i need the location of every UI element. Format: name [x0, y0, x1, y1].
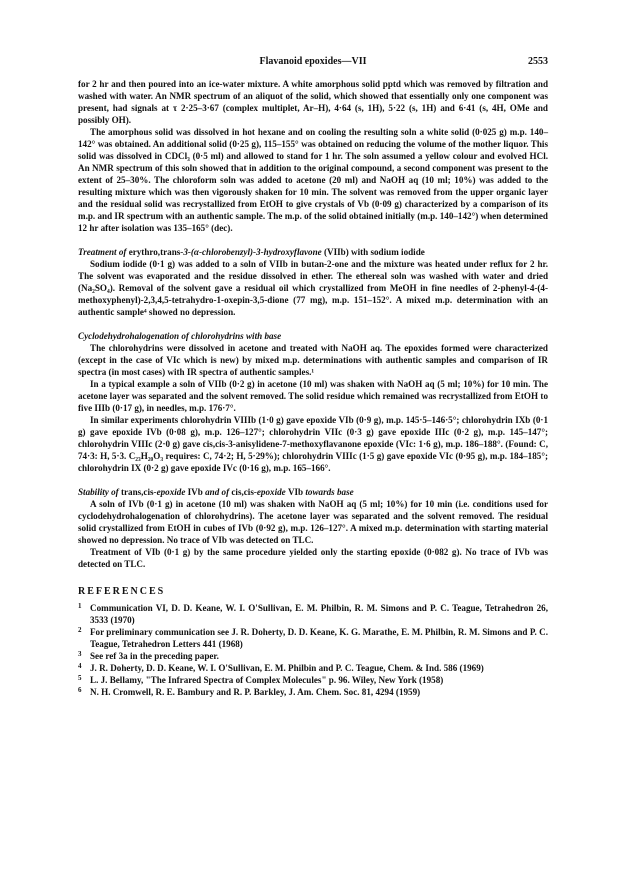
reference-item: 4 J. R. Doherty, D. D. Keane, W. I. O'Sullivan, E. M. Philbin and P. C. Teague, Chem. & Ind. 586 (1969): [78, 662, 484, 673]
section-heading: Stability of trans,cis-epoxide IVb and of cis,cis-epoxide VIb towards base: [78, 487, 354, 497]
body-text: [78, 78, 548, 698]
paragraph: In a typical example a soln of VIIb (0·2 g) in acetone (10 ml) was shaken with NaOH aq (5 ml; 10%) for 10 min. The acetone layer was separated and the solvent removed. The solid residue which remained was recrystallized from EtOH to five IIIb (0·17 g), in needles, m.p. 176·7°.: [78, 379, 548, 413]
page-number: 2553: [528, 56, 548, 67]
paragraph: The chlorohydrins were dissolved in acetone and treated with NaOH aq. The epoxides formed were characterized (except in the case of VIc which is new) by mixed m.p. determinations with authentic samples and comparison of IR spectra (in most cases) with IR spectra of authentic samples.¹: [78, 343, 548, 377]
paragraph: Treatment of VIb (0·1 g) by the same procedure yielded only the starting epoxide (0·082 g). No trace of IVb was detected on TLC.: [78, 547, 548, 569]
section-heading: Cyclodehydrohalogenation of chlorohydrins with base: [78, 331, 282, 341]
paragraph: A soln of IVb (0·1 g) in acetone (10 ml) was shaken with NaOH aq (5 ml; 10%) for 10 min (i.e. conditions used for cyclodehydrohalogenation of chlorohydrins). The acetone layer was separated and the solvent removed. The residual solid crystallized from EtOH in cubes of IVb (0·92 g), m.p. 126–127°. A mixed m.p. determination with starting material showed no depression. No trace of VIb was detected on TLC.: [78, 499, 548, 545]
reference-item: 1 Communication VI, D. D. Keane, W. I. O'Sullivan, E. M. Philbin, R. M. Simons and P. C. Teague, Tetrahedron 26, 3533 (1970): [78, 602, 548, 625]
reference-item: 6 N. H. Cromwell, R. E. Bambury and R. P. Barkley, J. Am. Chem. Soc. 81, 4294 (1959): [78, 686, 421, 697]
reference-item: 5 L. J. Bellamy, "The Infrared Spectra of Complex Molecules" p. 96. Wiley, New York (1958): [78, 674, 444, 685]
paragraph: for 2 hr and then poured into an ice-water mixture. A white amorphous solid pptd which was removed by filtration and washed with water. An NMR spectrum of an aliquot of the solid, which showed that essentially only one component was present, had signals at τ 2·25–3·67 (complex multiplet, Ar–H), 4·64 (s, 1H), 5·22 (s, 1H) and 6·41 (s, 4H, OMe and possibly OH).: [78, 79, 548, 125]
paragraph: The amorphous solid was dissolved in hot hexane and on cooling the resulting soln a white solid (0·025 g) m.p. 140–142° was obtained. An additional solid (0·25 g), 115–155° was obtained on reducing the volume of the mother liquor. This solid was dissolved in CDCl₃ (0·5 ml) and allowed to stand for 1 hr. The soln assumed a yellow colour and evolved HCl. An NMR spectrum of this soln showed that in addition to the original compound, a second component was present to the extent of 25–30%. The chloroform soln was added to acetone (20 ml) and NaOH aq (10 ml; 10%) was added to the resulting mixture which was then vigorously shaken for 10 min. The solvent was removed from the upper organic layer and the residual solid was recrystallized from EtOH to give crystals of Vb (0·09 g) characterized by a comparison of its m.p. and IR spectrum with an authentic sample. The m.p. of the solid obtained initially (m.p. 140–142°) when determined 12 hr after isolation was 135–165° (dec).: [78, 127, 548, 233]
paragraph: In similar experiments chlorohydrin VIIIb (1·0 g) gave epoxide VIb (0·9 g), m.p. 145·5–146·5°; chlorohydrin IXb (0·1 g) gave epoxide IVb (0·08 g), m.p. 126–127°; chlorohydrin VIIc (0·3 g) gave epoxide IIIc (0·2 g), m.p. 145–147°; chlorohydrin VIIIc (2·0 g) gave cis,cis-3-anisylidene-7-methoxyflavanone epoxide (VIc: 1·6 g), m.p. 186–188°. (Found: C, 74·3: H, 5·3. C₂₃H₂₀O₃ requires: C, 74·2; H, 5·29%); chlorohydrin VIIIc (1·5 g) gave epoxide VIc (0·95 g), m.p. 184–185°; chlorohydrin IX (0·2 g) gave epoxide IVc (0·16 g), m.p. 165–166°.: [78, 415, 548, 473]
reference-item: 3 See ref 3a in the preceding paper.: [78, 650, 219, 661]
section-heading: Treatment of erythro,trans-3-(α-chlorobenzyl)-3-hydroxyflavone (VIIb) with sodium iodide: [78, 247, 425, 257]
paragraph: Sodium iodide (0·1 g) was added to a soln of VIIb in butan-2-one and the mixture was heated under reflux for 2 hr. The solvent was evaporated and the residue dissolved in ether. The ethereal soln was washed with water and dried (Na₂SO₄). Removal of the solvent gave a residual oil which crystallized from MeOH in fine needles of 2-phenyl-4-(4-methoxyphenyl)-2,3,4,5-tetrahydro-1-oxepin-3,5-dione (77 mg), m.p. 151–152°. A mixed m.p. determination with an authentic sample⁴ showed no depression.: [78, 259, 548, 317]
reference-item: 2 For preliminary communication see J. R. Doherty, D. D. Keane, K. G. Marathe, E. M. Philbin, R. M. Simons and P. C. Teague, Tetrahedron Letters 441 (1968): [78, 626, 548, 649]
running-header: [78, 56, 548, 70]
references-title: REFERENCES: [78, 586, 166, 597]
reference-list: [78, 602, 548, 698]
running-title: Flavanoid epoxides—VII: [259, 56, 367, 67]
